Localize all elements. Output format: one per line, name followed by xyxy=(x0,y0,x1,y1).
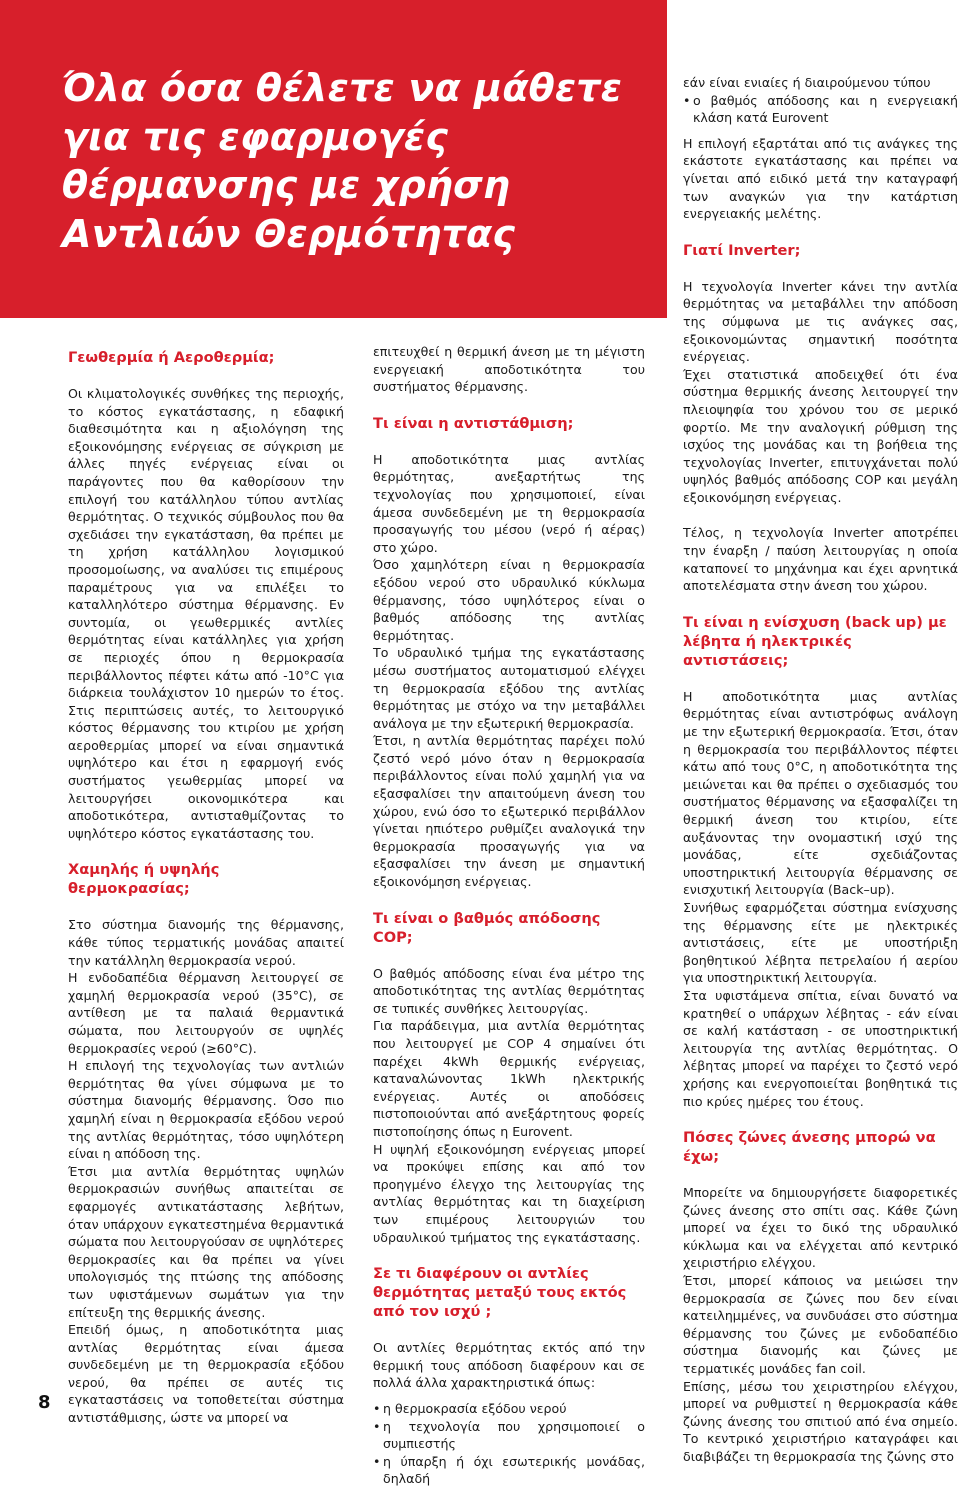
list-item: • ο βαθμός απόδοσης και η ενεργειακή κλάση κατά Eurovent xyxy=(683,92,958,127)
heading-temperatures: Χαμηλής ή υψηλής θερμοκρασίας; xyxy=(68,861,220,898)
column-middle xyxy=(373,343,645,1488)
heading-zones: Πόσες ζώνες άνεσης μπορώ να έχω; xyxy=(683,1129,936,1166)
paragraph: Έτσι, μπορεί κάποιος να μειώσει την θερμοκρασία σε ζώνες που δεν είναι κατειλημμένες, να συνδυάσει στο σύστημα θέρμανσης του ζώνες με ενδοδαπέδιο σύστημα διανομής και ζώνες με τερματικές μονάδες fan coil. xyxy=(683,1273,958,1377)
bullet-list xyxy=(683,92,958,127)
paragraph: Η ενδοδαπέδια θέρμανση λειτουργεί σε χαμηλή θερμοκρασία νερού (35°C), σε αντίθεση με τα παλαιά θερμαντικά σώματα, που λειτουργούν σε υψηλές θερμοκρασίες νερού (≥60°C). xyxy=(68,970,344,1056)
heading-diafora: Σε τι διαφέρουν οι αντλίες θερμότητας μεταξύ τους εκτός από τον ισχύ ; xyxy=(373,1265,627,1321)
paragraph: Συνήθως εφαρμόζεται σύστημα ενίσχυσης της θέρμανσης είτε με ηλεκτρικές αντιστάσεις, είτε με υποστήριξη βοηθητικού λέβητα πετρελαίου ή αερίου για υποστηρικτική λειτουργία. xyxy=(683,899,958,986)
paragraph: Τέλος, η τεχνολογία Inverter αποτρέπει την έναρξη / παύση λειτουργίας η οποία καταπονεί το μηχάνημα και έχει αρνητικά αποτελέσματα στην άνεση του χώρου. xyxy=(683,525,958,594)
heading-geothermia: Γεωθερμία ή Αεροθερμία; xyxy=(68,349,275,366)
list-item: • η θερμοκρασία εξόδου νερού xyxy=(373,1400,645,1418)
heading-backup: Τι είναι η ενίσχυση (back up) με λέβητα ή ηλεκτρικές αντιστάσεις; xyxy=(683,613,947,669)
paragraph: Στα υφιστάμενα σπίτια, είναι δυνατό να κρατηθεί ο υπάρχων λέβητας - εάν είναι σε καλή κατάσταση - σε υποστηρικτική λειτουργία της αντλίας θερμότητας. Ο λέβητας μπορεί να παρέχει το ζεστό νερό χρήσης και ενεργοποιείται βοηθητικά τις πιο κρύες ημέρες του έτους. xyxy=(683,987,958,1109)
paragraph: Οι αντλίες θερμότητας εκτός από την θερμική τους απόδοση διαφέρουν και σε πολλά άλλα χαρακτηριστικά όπως: xyxy=(373,1340,645,1391)
heading-inverter: Γιατί Inverter; xyxy=(683,241,801,259)
paragraph: Η αποδοτικότητα μιας αντλίας θερμότητας είναι αντιστρόφως ανάλογη με την εξωτερική θερμοκρασία. Έτσι, όταν η θερμοκρασία του περιβάλλοντος πέφτει κάτω από τους 0°C, η αποδοτικότητα της μειώνεται και θα πρέπει ο σχεδιασμός του συστήματος θέρμανσης να εξασφαλίζει τη θερμική άνεση του κτιρίου, είτε αυξάνοντας την ονομαστική ισχύ της μονάδας, είτε σχεδιάζοντας υποστηρικτική λειτουργία θέρμανσης σε ενισχυτική λειτουργία (Back–up). xyxy=(683,688,958,898)
bullet-list xyxy=(373,1400,645,1488)
paragraph: Ο βαθμός απόδοσης είναι ένα μέτρο της αποδοτικότητας της αντλίας θερμότητας σε τυπικές συνθήκες λειτουργίας. xyxy=(373,965,645,1016)
title-line: θέρμανσης με χρήση xyxy=(62,163,511,207)
heading-antistathmisi: Τι είναι η αντιστάθμιση; xyxy=(373,414,574,432)
title-line: Αντλιών Θερμότητας xyxy=(62,211,516,256)
paragraph: Στο σύστημα διανομής της θέρμανσης, κάθε τύπος τερματικής μονάδας απαιτεί την κατάλληλη θερμοκρασία νερού. xyxy=(68,917,344,968)
title-banner xyxy=(0,0,667,318)
list-item: • η ύπαρξη ή όχι εσωτερικής μονάδας, δηλαδή xyxy=(373,1453,645,1488)
paragraph: Έχει στατιστικά αποδειχθεί ότι ένα σύστημα θερμικής άνεσης λειτουργεί την πλειοψηφία του χρόνου του σε μερικό φορτίο. Με την αναλογική ρύθμιση της ισχύος της μονάδας και τη βοήθεια της τεχνολογίας Inverter, επιτυγχάνεται πολύ υψηλός βαθμός απόδοσης COP και μεγάλη εξοικονόμηση ενέργειας. xyxy=(683,366,958,505)
paragraph: Επειδή όμως, η αποδοτικότητα μιας αντλίας θερμότητας είναι άμεσα συνδεδεμένη με τη θερμοκρασία εξόδου νερού, θα πρέπει σε αυτές τις εγκαταστάσεις να τοποθετείται σύστημα αντιστάθμισης, ώστε να μπορεί να xyxy=(68,1322,344,1426)
column-left xyxy=(68,348,344,1427)
paragraph: Έτσι μια αντλία θερμότητας υψηλών θερμοκρασιών συνήθως απαιτείται σε εφαρμογές αντικατάστασης λεβήτων, όταν υπάρχουν εγκατεστημένα θερμαντικά σώματα που λειτουργούσαν σε υψηλότερες θερμοκρασίες και θα πρέπει να γίνει υπολογισμός της πτώσης της απόδοσης των υφιστάμενων σωμάτων για την επίτευξη της θερμικής άνεσης. xyxy=(68,1163,344,1320)
paragraph: Έτσι, η αντλία θερμότητας παρέχει πολύ ζεστό νερό μόνο όταν η θερμοκρασία περιβάλλοντος είναι πολύ χαμηλή για να εξασφαλίσει την απαιτούμενη άνεση του χώρου, ενώ όσο το εξωτερικό περιβάλλον γίνεται ηπιότερο ρυθμίζει αναλογικά την θερμοκρασία προσαγωγής για να εξασφαλίσει την άνεση με σημαντική εξοικονόμηση ενέργειας. xyxy=(373,733,645,890)
paragraph: Η επιλογή εξαρτάται από τις ανάγκες της εκάστοτε εγκατάστασης και πρέπει να γίνεται από ειδικό μετά την καταγραφή των αναγκών για την κατάρτιση ενεργειακής μελέτης. xyxy=(683,135,958,222)
page-title xyxy=(62,64,662,258)
paragraph: Η τεχνολογία Inverter κάνει την αντλία θερμότητας να μεταβάλλει την απόδοση της σύμφωνα με τις ανάγκες σας, εξοικονομώντας σημαντική ποσότητα ενέργειας. xyxy=(683,278,958,365)
heading-cop: Τι είναι ο βαθμός απόδοσης COP; xyxy=(373,909,601,946)
page-number: 8 xyxy=(38,1392,51,1413)
paragraph: Η υψηλή εξοικονόμηση ενέργειας μπορεί να προκύψει επίσης και από τον προηγμένο έλεγχο της λειτουργίας της αντλίας θερμότητας και τη διαχείριση των επιμέρους λειτουργιών του υδραυλικού τμήματος της εγκατάστασης. xyxy=(373,1141,645,1245)
title-line: Όλα όσα θέλετε να μάθετε xyxy=(62,66,623,110)
column-right xyxy=(683,74,958,1466)
paragraph: Η αποδοτικότητα μιας αντλίας θερμότητας, ανεξαρτήτως της τεχνολογίας που χρησιμοποιεί, είναι άμεσα συνδεδεμένη με τη θερμοκρασία προσαγωγής του μέσου (νερό ή αέρας) στο χώρο. xyxy=(373,451,645,555)
paragraph: Η επιλογή της τεχνολογίας των αντλιών θερμότητας θα γίνει σύμφωνα με το σύστημα διανομής θέρμανσης. Όσο πιο χαμηλή είναι η θερμοκρασία εξόδου νερού της αντλίας θερμότητας, τόσο υψηλότερη είναι η απόδοση της. xyxy=(68,1058,344,1162)
paragraph: Οι κλιματολογικές συνθήκες της περιοχής, το κόστος εγκατάστασης, η εδαφική διαθεσιμότητα και η αξιολόγηση της εξοικονόμησης ενέργειας σε σύγκριση με άλλες πηγές ενέργειας είναι οι παράγοντες που θα καθορίσουν την επιλογή του κατάλληλου τύπου αντλίας θερμότητας. Ο τεχνικός σύμβουλος που θα σχεδιάσει την εγκατάσταση, θα πρέπει με τη χρήση κατάλληλου λογισμικού προσομοίωσης, να αναλύσει τις επιμέρους παραμέτρους για να επιλέξει το καταλληλότερο σύστημα θέρμανσης. Εν συντομία, οι γεωθερμικές αντλίες θερμότητας είναι κατάλληλες για χρήση σε περιοχές όπου η θερμοκρασία περιβάλλοντος πέφτει κάτω από -10°C για διάρκεια τουλάχιστον 10 ημερών το έτος. Στις περιπτώσεις αυτές, το λειτουργικό κόστος θέρμανσης του κτιρίου με χρήση αεροθερμίας μπορεί να είναι σημαντικά υψηλότερο και έτσι η εφαρμογή ενός συστήματος γεωθερμίας μπορεί να λειτουργήσει οικονομικότερα και αποδοτικότερα, αντισταθμίζοντας το υψηλότερο κόστος εγκατάστασης του. xyxy=(68,386,344,841)
paragraph: Επίσης, μέσω του χειριστηρίου ελέγχου, μπορεί να ρυθμιστεί η θερμοκρασία κάθε ζώνης άνεσης του σπιτιού από ένα σημείο. Το κεντρικό χειριστήριο καταγράφει και διαβιβάζει τη θερμοκρασία της ζώνης στο xyxy=(683,1378,958,1464)
title-line: για τις εφαρμογές xyxy=(62,114,449,159)
paragraph: εάν είναι ενιαίες ή διαιρούμενου τύπου xyxy=(683,75,931,90)
paragraph: Το υδραυλικό τμήμα της εγκατάστασης μέσω συστήματος αυτοματισμού ελέγχει τη θερμοκρασία εξόδου της αντλίας θερμότητας με στόχο να την μεταβάλλει ανάλογα με την εξωτερική θερμοκρασία. xyxy=(373,645,645,731)
paragraph: Όσο χαμηλότερη είναι η θερμοκρασία εξόδου νερού στο υδραυλικό κύκλωμα θέρμανσης, τόσο υψηλότερος είναι ο βαθμός απόδοσης της αντλίας θερμότητας. xyxy=(373,557,645,643)
paragraph: Μπορείτε να δημιουργήσετε διαφορετικές ζώνες άνεσης στο σπίτι σας. Κάθε ζώνη μπορεί να έχει το δικό της υδραυλικό κύκλωμα και να ελέγχεται από κεντρικό χειριστήριο ελέγχου. xyxy=(683,1185,958,1271)
list-item: • η τεχνολογία που χρησιμοποιεί ο συμπιεστής xyxy=(373,1418,645,1453)
paragraph: Για παράδειγμα, μια αντλία θερμότητας που λειτουργεί με COP 4 σημαίνει ότι παρέχει 4kWh θερμικής ενέργειας, καταναλώνοντας 1kWh ηλεκτρικής ενέργειας. Αυτές οι αποδόσεις πιστοποιούνται από ανεξάρτητους φορείς πιστοποίησης όπως η Eurovent. xyxy=(373,1018,645,1139)
paragraph: επιτευχθεί η θερμική άνεση με τη μέγιστη ενεργειακή αποδοτικότητα του συστήματος θέρμανσης. xyxy=(373,344,645,395)
